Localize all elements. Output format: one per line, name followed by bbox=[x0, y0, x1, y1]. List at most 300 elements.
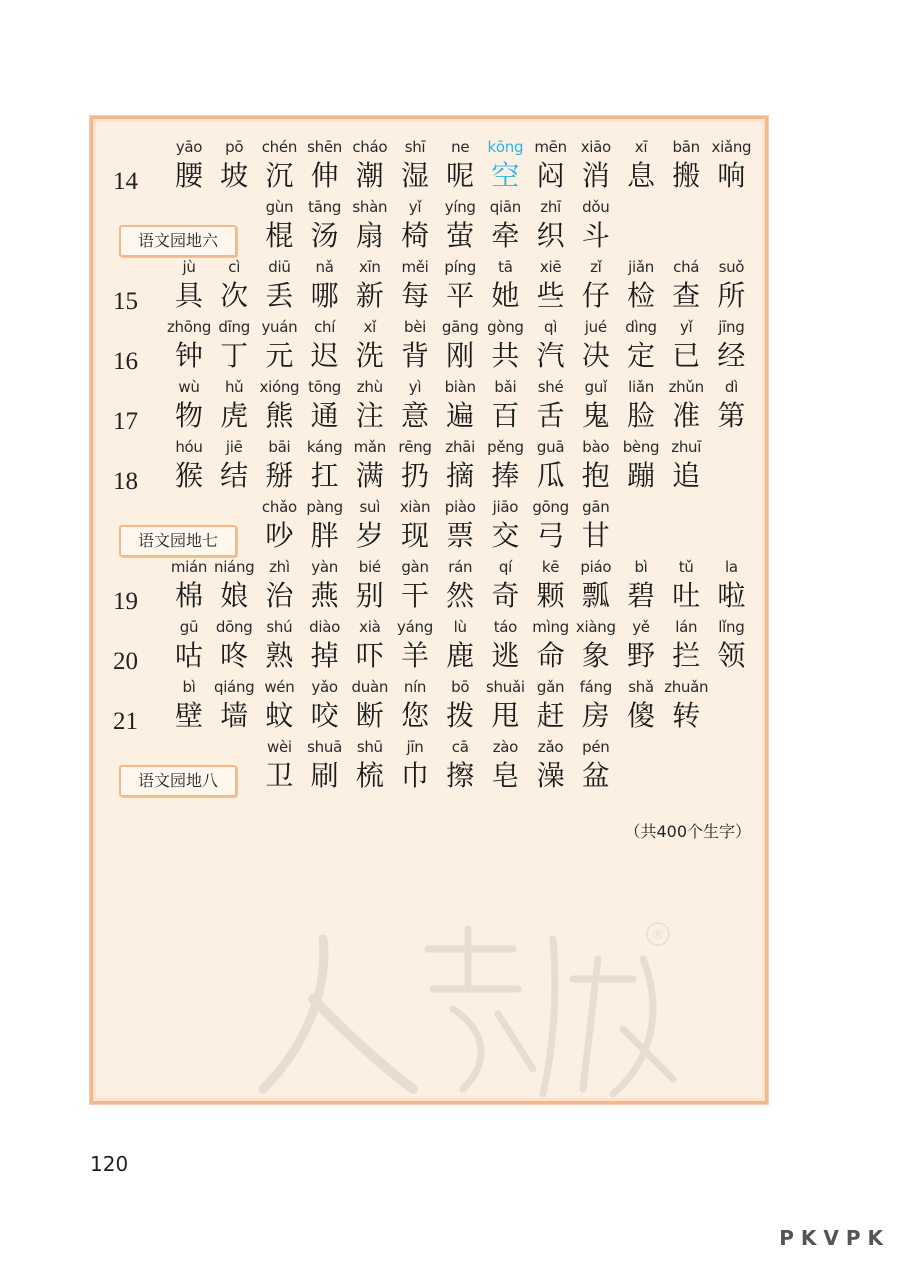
hanzi-character: 逃 bbox=[491, 639, 520, 672]
pinyin: bāi bbox=[268, 438, 291, 456]
pinyin: bèi bbox=[403, 318, 427, 336]
pinyin: hóu bbox=[175, 438, 203, 456]
pinyin: gāng bbox=[441, 318, 479, 336]
character-cell bbox=[481, 197, 529, 254]
pinyin: yáng bbox=[397, 618, 433, 636]
pinyin: zhāi bbox=[445, 438, 475, 456]
character-cell bbox=[572, 317, 620, 374]
character-cell bbox=[527, 317, 575, 374]
hanzi-character: 百 bbox=[491, 399, 520, 432]
pinyin: shī bbox=[404, 138, 426, 156]
hanzi-character: 扇 bbox=[355, 219, 384, 252]
pinyin: gōng bbox=[532, 498, 569, 516]
hanzi-character: 新 bbox=[355, 279, 384, 312]
hanzi-character: 物 bbox=[174, 399, 203, 432]
character-cell bbox=[301, 437, 349, 494]
hanzi-character: 虎 bbox=[220, 399, 249, 432]
pinyin: zhōng bbox=[166, 318, 212, 336]
character-cell bbox=[346, 257, 394, 314]
hanzi-character: 每 bbox=[400, 279, 429, 312]
character-cell bbox=[301, 317, 349, 374]
hanzi-character: 瓢 bbox=[581, 579, 610, 612]
hanzi-character: 弓 bbox=[536, 519, 565, 552]
registered-mark: ® bbox=[651, 928, 665, 943]
garden-section-label: 语文园地六 bbox=[119, 225, 237, 257]
character-cell bbox=[255, 377, 303, 434]
hanzi-character: 潮 bbox=[355, 159, 384, 192]
hanzi-character: 汤 bbox=[310, 219, 339, 252]
pinyin: nín bbox=[403, 678, 427, 696]
hanzi-character: 啦 bbox=[717, 579, 746, 612]
pinyin: píng bbox=[444, 258, 476, 276]
character-cell bbox=[346, 497, 394, 554]
pinyin: xiàn bbox=[399, 498, 431, 516]
character-cell bbox=[301, 497, 349, 554]
pinyin: guā bbox=[536, 438, 565, 456]
hanzi-character: 壁 bbox=[174, 699, 203, 732]
pinyin: qì bbox=[544, 318, 558, 336]
pinyin: jué bbox=[584, 318, 607, 336]
hanzi-character: 萤 bbox=[446, 219, 475, 252]
pinyin: bào bbox=[582, 438, 610, 456]
hanzi-character: 空 bbox=[491, 159, 520, 192]
character-cell bbox=[572, 257, 620, 314]
hanzi-character: 具 bbox=[174, 279, 203, 312]
hanzi-character: 背 bbox=[400, 339, 429, 372]
pinyin: lù bbox=[453, 618, 467, 636]
hanzi-character: 擦 bbox=[446, 759, 475, 792]
pinyin: bì bbox=[634, 558, 648, 576]
character-cell bbox=[527, 437, 575, 494]
character-cell bbox=[346, 197, 394, 254]
character-cell bbox=[662, 557, 710, 614]
pinyin: xiāo bbox=[580, 138, 611, 156]
pinyin: jù bbox=[182, 258, 196, 276]
pinyin: táo bbox=[493, 618, 518, 636]
hanzi-character: 结 bbox=[220, 459, 249, 492]
hanzi-character: 转 bbox=[672, 699, 701, 732]
pinyin: lán bbox=[675, 618, 698, 636]
pinyin: zǐ bbox=[590, 258, 602, 276]
hanzi-character: 咬 bbox=[310, 699, 339, 732]
pinyin: shū bbox=[356, 738, 383, 756]
character-cell bbox=[572, 137, 620, 194]
pinyin: tōng bbox=[308, 378, 342, 396]
pinyin: duàn bbox=[351, 678, 389, 696]
hanzi-character: 扛 bbox=[310, 459, 339, 492]
hanzi-character: 干 bbox=[400, 579, 429, 612]
pinyin: cì bbox=[228, 258, 241, 276]
character-cell bbox=[391, 737, 439, 794]
character-cell bbox=[255, 437, 303, 494]
character-cell bbox=[346, 677, 394, 734]
hanzi-character: 伸 bbox=[310, 159, 339, 192]
pinyin: shēn bbox=[307, 138, 343, 156]
hanzi-character: 傻 bbox=[626, 699, 655, 732]
pinyin: wén bbox=[264, 678, 295, 696]
character-cell bbox=[255, 197, 303, 254]
pinyin: liǎn bbox=[628, 378, 654, 396]
pinyin: ne bbox=[451, 138, 470, 156]
character-cell bbox=[527, 257, 575, 314]
character-cell bbox=[210, 257, 258, 314]
hanzi-character: 娘 bbox=[220, 579, 249, 612]
hanzi-character: 共 bbox=[491, 339, 520, 372]
pinyin: zào bbox=[492, 738, 519, 756]
pinyin: yíng bbox=[444, 198, 476, 216]
hanzi-character: 票 bbox=[446, 519, 475, 552]
hanzi-character: 意 bbox=[400, 399, 429, 432]
hanzi-character: 摘 bbox=[446, 459, 475, 492]
hanzi-character: 奇 bbox=[491, 579, 520, 612]
character-row bbox=[93, 317, 765, 377]
lesson-number: 21 bbox=[113, 708, 138, 735]
character-cell bbox=[436, 497, 484, 554]
pinyin: yǐ bbox=[408, 198, 422, 216]
character-cell bbox=[301, 617, 349, 674]
pinyin: bèng bbox=[622, 438, 660, 456]
hanzi-character: 抱 bbox=[581, 459, 610, 492]
character-row bbox=[93, 677, 765, 737]
hanzi-character: 织 bbox=[536, 219, 565, 252]
hanzi-character: 吐 bbox=[672, 579, 701, 612]
pinyin: cā bbox=[451, 738, 469, 756]
pinyin: niáng bbox=[213, 558, 255, 576]
hanzi-character: 消 bbox=[581, 159, 610, 192]
hanzi-character: 洗 bbox=[355, 339, 384, 372]
hanzi-character: 掰 bbox=[265, 459, 294, 492]
character-cell bbox=[255, 137, 303, 194]
character-cell bbox=[481, 437, 529, 494]
character-row bbox=[93, 557, 765, 617]
hanzi-character: 别 bbox=[355, 579, 384, 612]
hanzi-character: 交 bbox=[491, 519, 520, 552]
character-cell bbox=[527, 497, 575, 554]
pinyin: yǎo bbox=[311, 678, 338, 696]
pinyin: jiē bbox=[225, 438, 243, 456]
character-cell bbox=[662, 437, 710, 494]
hanzi-character: 刷 bbox=[310, 759, 339, 792]
pinyin: káng bbox=[306, 438, 343, 456]
character-cell bbox=[707, 137, 755, 194]
character-cell bbox=[210, 137, 258, 194]
character-cell bbox=[210, 677, 258, 734]
pinyin: dǒu bbox=[582, 198, 610, 216]
garden-section-label: 语文园地八 bbox=[119, 765, 237, 797]
pinyin: rán bbox=[448, 558, 473, 576]
lesson-number: 14 bbox=[113, 168, 138, 195]
pinyin: shuā bbox=[307, 738, 342, 756]
hanzi-character: 呢 bbox=[446, 159, 475, 192]
character-cell bbox=[527, 197, 575, 254]
pinyin: shǎ bbox=[628, 678, 654, 696]
hanzi-character: 巾 bbox=[400, 759, 429, 792]
pinyin: bǎi bbox=[494, 378, 517, 396]
pinyin: zhì bbox=[269, 558, 290, 576]
character-cell bbox=[436, 137, 484, 194]
pinyin: shàn bbox=[352, 198, 388, 216]
hanzi-character: 澡 bbox=[536, 759, 565, 792]
character-cell bbox=[301, 257, 349, 314]
character-cell bbox=[527, 737, 575, 794]
hanzi-character: 腰 bbox=[174, 159, 203, 192]
pinyin: dìng bbox=[625, 318, 657, 336]
character-cell bbox=[255, 497, 303, 554]
hanzi-character: 羊 bbox=[400, 639, 429, 672]
character-cell bbox=[391, 257, 439, 314]
pinyin: yě bbox=[632, 618, 650, 636]
hanzi-character: 野 bbox=[626, 639, 655, 672]
character-cell bbox=[391, 137, 439, 194]
pinyin: fáng bbox=[579, 678, 612, 696]
hanzi-character: 湿 bbox=[400, 159, 429, 192]
character-cell bbox=[255, 317, 303, 374]
character-cell bbox=[165, 677, 213, 734]
hanzi-character: 椅 bbox=[400, 219, 429, 252]
pinyin: chén bbox=[261, 138, 298, 156]
hanzi-character: 熊 bbox=[265, 399, 294, 432]
pinyin: xià bbox=[359, 618, 381, 636]
hanzi-character: 钟 bbox=[174, 339, 203, 372]
pinyin: yǐ bbox=[679, 318, 693, 336]
pinyin: qí bbox=[498, 558, 512, 576]
pinyin: gān bbox=[582, 498, 610, 516]
character-cell bbox=[346, 377, 394, 434]
character-cell bbox=[391, 197, 439, 254]
hanzi-character: 仔 bbox=[581, 279, 610, 312]
pinyin: gū bbox=[179, 618, 199, 636]
pinyin: xióng bbox=[259, 378, 300, 396]
character-row bbox=[93, 737, 765, 797]
pinyin: jīn bbox=[406, 738, 424, 756]
hanzi-character: 象 bbox=[581, 639, 610, 672]
character-row bbox=[93, 257, 765, 317]
pinyin: mǎn bbox=[353, 438, 386, 456]
hanzi-character: 满 bbox=[355, 459, 384, 492]
pinyin: zhuǎn bbox=[664, 678, 709, 696]
character-cell bbox=[436, 257, 484, 314]
hanzi-character: 汽 bbox=[536, 339, 565, 372]
lesson-number: 19 bbox=[113, 588, 138, 615]
total-character-count: （共400个生字） bbox=[624, 822, 751, 841]
hanzi-character: 房 bbox=[581, 699, 610, 732]
character-cell bbox=[436, 377, 484, 434]
hanzi-character: 赶 bbox=[536, 699, 565, 732]
character-cell bbox=[481, 317, 529, 374]
character-cell bbox=[210, 377, 258, 434]
hanzi-character: 胖 bbox=[310, 519, 339, 552]
character-cell bbox=[617, 377, 665, 434]
corner-logo: PKVPK bbox=[779, 1226, 890, 1250]
pinyin: bān bbox=[672, 138, 700, 156]
character-row bbox=[93, 377, 765, 437]
hanzi-character: 扔 bbox=[400, 459, 429, 492]
hanzi-character: 拨 bbox=[446, 699, 475, 732]
character-cell bbox=[617, 677, 665, 734]
character-cell bbox=[662, 137, 710, 194]
hanzi-character: 沉 bbox=[265, 159, 294, 192]
character-row bbox=[93, 137, 765, 197]
pinyin: diào bbox=[309, 618, 341, 636]
character-cell bbox=[617, 617, 665, 674]
pinyin: yāo bbox=[175, 138, 203, 156]
hanzi-character: 您 bbox=[400, 699, 429, 732]
hanzi-character: 查 bbox=[672, 279, 701, 312]
character-cell bbox=[346, 437, 394, 494]
hanzi-character: 丢 bbox=[265, 279, 294, 312]
character-cell bbox=[572, 737, 620, 794]
pinyin: rēng bbox=[398, 438, 432, 456]
character-cell bbox=[391, 677, 439, 734]
character-cell bbox=[707, 377, 755, 434]
hanzi-character: 吓 bbox=[355, 639, 384, 672]
character-cell bbox=[481, 617, 529, 674]
lesson-number: 15 bbox=[113, 288, 138, 315]
character-cell bbox=[527, 677, 575, 734]
character-cell bbox=[301, 377, 349, 434]
lesson-number: 18 bbox=[113, 468, 138, 495]
hanzi-character: 卫 bbox=[265, 759, 294, 792]
pinyin: cháo bbox=[352, 138, 388, 156]
pinyin: zhǔn bbox=[668, 378, 704, 396]
character-cell bbox=[617, 137, 665, 194]
character-cell bbox=[436, 557, 484, 614]
hanzi-character: 捧 bbox=[491, 459, 520, 492]
hanzi-character: 鹿 bbox=[446, 639, 475, 672]
hanzi-character: 斗 bbox=[581, 219, 610, 252]
character-cell bbox=[346, 737, 394, 794]
character-cell bbox=[707, 257, 755, 314]
hanzi-character: 棍 bbox=[265, 219, 294, 252]
character-cell bbox=[662, 617, 710, 674]
hanzi-character: 棉 bbox=[174, 579, 203, 612]
character-cell bbox=[346, 617, 394, 674]
character-cell bbox=[301, 197, 349, 254]
hanzi-character: 她 bbox=[491, 279, 520, 312]
hanzi-character: 领 bbox=[717, 639, 746, 672]
character-row bbox=[93, 617, 765, 677]
character-cell bbox=[436, 677, 484, 734]
character-cell bbox=[481, 137, 529, 194]
character-cell bbox=[572, 497, 620, 554]
hanzi-character: 甩 bbox=[491, 699, 520, 732]
hanzi-character: 准 bbox=[672, 399, 701, 432]
character-cell bbox=[527, 617, 575, 674]
pinyin: pàng bbox=[306, 498, 343, 516]
hanzi-character: 命 bbox=[536, 639, 565, 672]
hanzi-character: 舌 bbox=[536, 399, 565, 432]
character-cell bbox=[165, 137, 213, 194]
pinyin: wèi bbox=[267, 738, 292, 756]
pinyin: yì bbox=[408, 378, 422, 396]
character-cell bbox=[391, 437, 439, 494]
character-cell bbox=[436, 197, 484, 254]
character-cell bbox=[255, 737, 303, 794]
hanzi-character: 丁 bbox=[220, 339, 249, 372]
pinyin: bì bbox=[182, 678, 196, 696]
character-cell bbox=[346, 317, 394, 374]
character-cell bbox=[301, 677, 349, 734]
character-cell bbox=[662, 677, 710, 734]
pinyin: bō bbox=[451, 678, 470, 696]
character-cell bbox=[572, 437, 620, 494]
pinyin: jiǎn bbox=[628, 258, 654, 276]
character-cell bbox=[617, 257, 665, 314]
lesson-number: 20 bbox=[113, 648, 138, 675]
hanzi-character: 治 bbox=[265, 579, 294, 612]
hanzi-character: 拦 bbox=[672, 639, 701, 672]
character-cell bbox=[391, 317, 439, 374]
pinyin: qiáng bbox=[213, 678, 255, 696]
character-row bbox=[93, 437, 765, 497]
hanzi-character: 第 bbox=[717, 399, 746, 432]
character-cell bbox=[346, 137, 394, 194]
hanzi-character: 所 bbox=[717, 279, 746, 312]
character-cell bbox=[255, 557, 303, 614]
hanzi-character: 定 bbox=[626, 339, 655, 372]
hanzi-character: 蹦 bbox=[626, 459, 655, 492]
hanzi-character: 鬼 bbox=[581, 399, 610, 432]
hanzi-character: 然 bbox=[446, 579, 475, 612]
character-table-panel bbox=[90, 116, 768, 1104]
character-cell bbox=[165, 557, 213, 614]
character-cell bbox=[662, 377, 710, 434]
hanzi-character: 皂 bbox=[491, 759, 520, 792]
pinyin: xīn bbox=[358, 258, 381, 276]
character-cell bbox=[436, 737, 484, 794]
pinyin: lǐng bbox=[718, 618, 745, 636]
pinyin: guǐ bbox=[584, 378, 607, 396]
pinyin: zhù bbox=[356, 378, 383, 396]
pinyin: biàn bbox=[444, 378, 476, 396]
hanzi-character: 瓜 bbox=[536, 459, 565, 492]
character-cell bbox=[481, 257, 529, 314]
hanzi-character: 响 bbox=[717, 159, 746, 192]
hanzi-character: 平 bbox=[446, 279, 475, 312]
pinyin: chá bbox=[673, 258, 700, 276]
character-cell bbox=[391, 497, 439, 554]
publisher-watermark bbox=[253, 919, 683, 1109]
character-cell bbox=[436, 617, 484, 674]
character-cell bbox=[707, 557, 755, 614]
pinyin: suì bbox=[359, 498, 381, 516]
character-cell bbox=[707, 317, 755, 374]
hanzi-character: 岁 bbox=[355, 519, 384, 552]
character-cell bbox=[210, 437, 258, 494]
character-cell bbox=[481, 557, 529, 614]
hanzi-character: 经 bbox=[717, 339, 746, 372]
pinyin: dōng bbox=[215, 618, 253, 636]
character-cell bbox=[527, 557, 575, 614]
character-cell bbox=[255, 617, 303, 674]
character-cell bbox=[165, 617, 213, 674]
hanzi-character: 蚊 bbox=[265, 699, 294, 732]
character-cell bbox=[617, 437, 665, 494]
pinyin: xǐ bbox=[363, 318, 377, 336]
hanzi-character: 遍 bbox=[446, 399, 475, 432]
pinyin: chǎo bbox=[261, 498, 297, 516]
character-cell bbox=[391, 557, 439, 614]
pinyin: shé bbox=[537, 378, 564, 396]
hanzi-character: 注 bbox=[355, 399, 384, 432]
pinyin: chí bbox=[314, 318, 336, 336]
pinyin: gàn bbox=[401, 558, 429, 576]
hanzi-character: 梳 bbox=[355, 759, 384, 792]
character-row bbox=[93, 497, 765, 557]
pinyin: zǎo bbox=[537, 738, 564, 756]
hanzi-character: 盆 bbox=[581, 759, 610, 792]
character-cell bbox=[391, 617, 439, 674]
